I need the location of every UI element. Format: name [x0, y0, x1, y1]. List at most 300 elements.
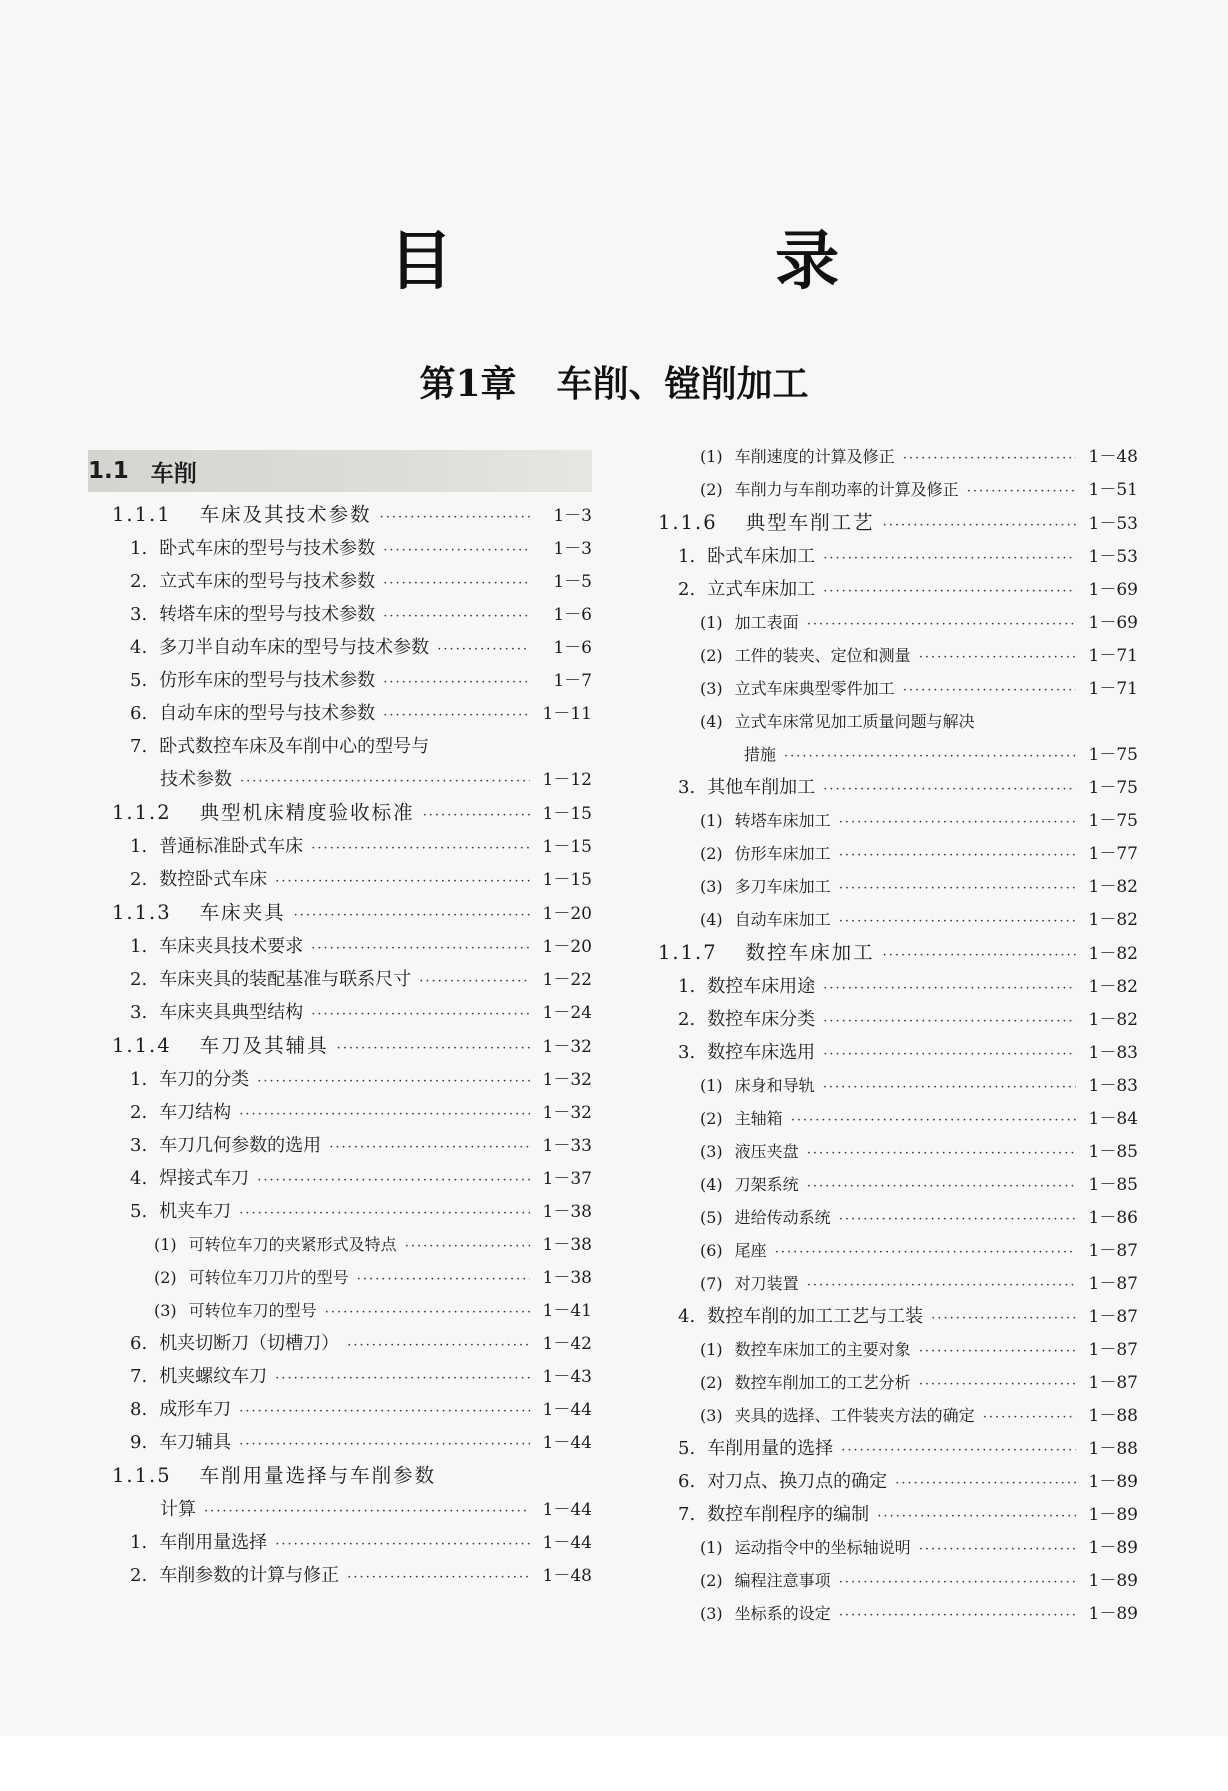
dot-leader [239, 1395, 530, 1428]
toc-entry-page: 1－69 [1088, 580, 1138, 600]
toc-entry-number: 2. [130, 1102, 148, 1123]
toc-entry [656, 771, 1138, 804]
toc-entry-number: (2) [700, 1373, 723, 1392]
toc-entry-title: 运动指令中的坐标轴说明 [734, 1538, 911, 1557]
toc-entry [88, 1294, 592, 1327]
toc-entry-number: 2. [130, 1565, 148, 1586]
toc-entry-title: 加工表面 [734, 613, 799, 632]
toc-entry-page: 1－6 [553, 638, 592, 658]
toc-entry-page: 1－87 [1088, 1307, 1138, 1327]
toc-entry-title: 进给传动系统 [734, 1208, 831, 1227]
toc-entry-title: 自动车床的型号与技术参数 [159, 703, 376, 724]
toc-entry [656, 606, 1138, 639]
toc-entry-title: 车床夹具的装配基准与联系尺寸 [159, 969, 412, 990]
toc-entry-page: 1－89 [1088, 1538, 1138, 1558]
toc-entry-page: 1－89 [1088, 1571, 1138, 1591]
toc-entry-title: 车床夹具典型结构 [159, 1002, 304, 1023]
toc-entry-page: 1－20 [542, 937, 592, 957]
toc-entry-number: 6. [678, 1471, 696, 1492]
toc-entry-page: 1－41 [542, 1301, 592, 1321]
dot-leader [931, 1302, 1076, 1335]
dot-leader [841, 1434, 1076, 1467]
toc-entry-title: 可转位车刀刀片的型号 [188, 1268, 349, 1287]
toc-entry [88, 1559, 592, 1592]
toc-entry [656, 738, 1138, 771]
toc-entry-number: (2) [154, 1268, 177, 1287]
toc-entry-number: (5) [700, 1208, 723, 1227]
toc-entry-number: 1. [130, 538, 148, 559]
toc-entry-page: 1－44 [542, 1500, 592, 1520]
toc-entry-number: 7. [130, 736, 148, 757]
toc-entry-title: 数控车削加工的工艺分析 [734, 1373, 911, 1392]
toc-entry-page: 1－84 [1088, 1109, 1138, 1129]
toc-entry-title: 机夹切断刀（切槽刀） [159, 1333, 340, 1354]
toc-entry [656, 870, 1138, 903]
dot-leader [919, 1335, 1076, 1368]
dot-leader [823, 972, 1076, 1005]
dot-leader [919, 641, 1076, 674]
toc-entry-number: 3. [678, 1042, 696, 1063]
toc-entry-title: 床身和导轨 [734, 1076, 815, 1095]
toc-entry-number: 2. [678, 579, 696, 600]
dot-leader [919, 1368, 1076, 1401]
toc-entry-number: 2. [130, 571, 148, 592]
toc-entry-title: 立式车床的型号与技术参数 [159, 571, 376, 592]
toc-entry-page: 1－42 [542, 1334, 592, 1354]
toc-entry-number: 3. [130, 1002, 148, 1023]
toc-entry-page: 1－44 [542, 1433, 592, 1453]
dot-leader [839, 872, 1076, 905]
toc-entry [656, 1300, 1138, 1333]
dot-leader [325, 1296, 530, 1329]
toc-entry [88, 498, 592, 532]
toc-entry [88, 1096, 592, 1129]
toc-entry [656, 903, 1138, 936]
toc-entry-page: 1－71 [1088, 646, 1138, 666]
toc-entry-title: 卧式车床的型号与技术参数 [159, 538, 376, 559]
toc-entry-title: 车刀辅具 [159, 1432, 232, 1453]
toc-entry-title: 工件的装夹、定位和测量 [734, 646, 911, 665]
toc-entry-page: 1－3 [553, 506, 592, 526]
toc-entry-title: 立式车床加工 [707, 579, 816, 600]
toc-entry [88, 730, 592, 763]
toc-entry-title: 车削用量的选择 [707, 1438, 834, 1459]
dot-leader [347, 1561, 530, 1594]
toc-entry-number: 1.1.6 [658, 511, 718, 534]
toc-entry [656, 440, 1138, 473]
toc-entry-title: 车床及其技术参数 [199, 503, 372, 526]
toc-entry-number: (2) [700, 1571, 723, 1590]
toc-entry [656, 1267, 1138, 1300]
toc-entry [656, 1333, 1138, 1366]
toc-entry [88, 1063, 592, 1096]
toc-right-column [656, 440, 1138, 1630]
toc-entry-page: 1－38 [542, 1202, 592, 1222]
toc-entry-title: 液压夹盘 [734, 1142, 799, 1161]
toc-entry [656, 804, 1138, 837]
toc-entry-number: 1.1.2 [112, 801, 172, 824]
toc-entry-title: 数控车削程序的编制 [707, 1504, 870, 1525]
toc-entry-title: 主轴箱 [734, 1109, 783, 1128]
toc-entry [656, 573, 1138, 606]
dot-leader [823, 1071, 1076, 1104]
toc-entry-page: 1－82 [1088, 910, 1138, 930]
toc-entry [88, 598, 592, 631]
toc-entry-page: 1－32 [542, 1070, 592, 1090]
toc-entry-page: 1－24 [542, 1003, 592, 1023]
toc-entry [88, 1327, 592, 1360]
toc-entry-title: 车削参数的计算与修正 [159, 1565, 340, 1586]
toc-entry-number: (2) [700, 1109, 723, 1128]
toc-entry-number: (4) [700, 712, 723, 731]
toc-entry-number: 3. [130, 604, 148, 625]
dot-leader [419, 965, 530, 998]
toc-entry [88, 697, 592, 730]
toc-entry-title: 数控车床加工的主要对象 [734, 1340, 911, 1359]
toc-entry-page: 1－87 [1088, 1241, 1138, 1261]
dot-leader [380, 501, 530, 535]
page-bottom-margin [0, 1736, 1228, 1791]
toc-entry-number: 1. [678, 546, 696, 567]
dot-leader [257, 1164, 530, 1197]
toc-entry-page: 1－69 [1088, 613, 1138, 633]
toc-entry-number: 5. [130, 1201, 148, 1222]
dot-leader [240, 765, 530, 798]
toc-entry-number: 1.1.1 [112, 503, 172, 526]
dot-leader [839, 1203, 1076, 1236]
toc-entry [88, 1526, 592, 1559]
toc-entry [88, 963, 592, 996]
toc-entry-page: 1－7 [553, 671, 592, 691]
toc-entry-page: 1－44 [542, 1400, 592, 1420]
toc-entry-number: 7. [130, 1366, 148, 1387]
toc-entry-number: 1. [130, 1532, 148, 1553]
toc-entry [656, 1564, 1138, 1597]
dot-leader [877, 1500, 1076, 1533]
toc-entry [88, 1195, 592, 1228]
toc-entry-number: (3) [154, 1301, 177, 1320]
toc-entry [88, 565, 592, 598]
dot-leader [839, 839, 1076, 872]
toc-left-column [88, 450, 592, 1592]
dot-leader [357, 1263, 530, 1296]
toc-entry [88, 1426, 592, 1459]
toc-entry [656, 837, 1138, 870]
toc-entry-page: 1－53 [1088, 547, 1138, 567]
toc-entry [656, 705, 1138, 738]
dot-leader [775, 1236, 1076, 1269]
dot-leader [383, 666, 530, 699]
toc-entry-title: 普通标准卧式车床 [159, 836, 304, 857]
toc-entry-page: 1－88 [1088, 1406, 1138, 1426]
toc-entry [88, 664, 592, 697]
dot-leader [883, 939, 1076, 973]
toc-entry [656, 540, 1138, 573]
toc-entry-page: 1－71 [1088, 679, 1138, 699]
toc-entry-title: 技术参数 [160, 769, 232, 790]
toc-entry-page: 1－87 [1088, 1274, 1138, 1294]
toc-entry-title: 多刀半自动车床的型号与技术参数 [159, 637, 430, 658]
dot-leader [823, 1038, 1076, 1071]
toc-entry-page: 1－77 [1088, 844, 1138, 864]
toc-entry-number: (1) [700, 447, 723, 466]
toc-entry-number: 6. [130, 1333, 148, 1354]
toc-entry-title: 措施 [744, 745, 777, 764]
toc-entry-title: 车削力与车削功率的计算及修正 [734, 480, 959, 499]
toc-entry-number: 1. [678, 976, 696, 997]
toc-entry-title: 典型机床精度验收标准 [199, 801, 415, 824]
toc-entry-page: 1－5 [553, 572, 592, 592]
toc-entry-page: 1－88 [1088, 1439, 1138, 1459]
toc-entry-number: (3) [700, 877, 723, 896]
toc-entry [88, 1393, 592, 1426]
dot-leader [311, 932, 530, 965]
dot-leader [839, 806, 1076, 839]
chapter-name: 车削、镗削加工 [556, 363, 809, 405]
toc-entry-title: 自动车床加工 [734, 910, 831, 929]
toc-entry-page: 1－86 [1088, 1208, 1138, 1228]
toc-entry-number: (4) [700, 1175, 723, 1194]
toc-entry-page: 1－12 [542, 770, 592, 790]
toc-entry-title: 数控车床分类 [707, 1009, 816, 1030]
toc-entry [656, 672, 1138, 705]
toc-entry [88, 830, 592, 863]
toc-entry-page: 1－22 [542, 970, 592, 990]
toc-entry-page: 1－89 [1088, 1604, 1138, 1624]
toc-entry [88, 896, 592, 930]
toc-entry-title: 卧式车床加工 [707, 546, 816, 567]
toc-entry-title: 车床夹具 [199, 901, 286, 924]
toc-entry-number: 9. [130, 1432, 148, 1453]
toc-entry [656, 1135, 1138, 1168]
toc-entry-number: (3) [700, 1142, 723, 1161]
toc-entry [656, 506, 1138, 540]
toc-entry-page: 1－11 [542, 704, 592, 724]
toc-entry-page: 1－33 [542, 1136, 592, 1156]
dot-leader [239, 1197, 530, 1230]
dot-leader [807, 1170, 1076, 1203]
toc-entry-number: (6) [700, 1241, 723, 1260]
toc-entry-number: (3) [700, 1406, 723, 1425]
toc-entry-page: 1－43 [542, 1367, 592, 1387]
toc-entry-title: 车刀结构 [159, 1102, 232, 1123]
toc-entry-number: 2. [678, 1009, 696, 1030]
toc-entry-page: 1－87 [1088, 1340, 1138, 1360]
toc-entry-number: 1. [130, 836, 148, 857]
toc-entry-number: 5. [678, 1438, 696, 1459]
dot-leader [257, 1065, 530, 1098]
toc-entry-title: 车刀几何参数的选用 [159, 1135, 322, 1156]
dot-leader [405, 1230, 530, 1263]
dot-leader [204, 1495, 530, 1528]
toc-entry-number: (2) [700, 646, 723, 665]
toc-entry-number: 3. [678, 777, 696, 798]
toc-entry-page: 1－82 [1088, 944, 1138, 964]
dot-leader [903, 674, 1076, 707]
section-number: 1.1 [88, 458, 129, 484]
toc-entry [656, 1036, 1138, 1069]
toc-entry-page: 1－38 [542, 1235, 592, 1255]
toc-entry [656, 1531, 1138, 1564]
toc-entry-number: 7. [678, 1504, 696, 1525]
dot-leader [839, 1599, 1076, 1632]
dot-leader [839, 1566, 1076, 1599]
toc-entry [656, 1069, 1138, 1102]
toc-entry [88, 930, 592, 963]
dot-leader [807, 1137, 1076, 1170]
dot-leader [347, 1329, 530, 1362]
toc-entry-title: 计算 [160, 1499, 196, 1520]
toc-entry-title: 卧式数控车床及车削中心的型号与 [159, 736, 430, 757]
toc-entry [656, 1399, 1138, 1432]
toc-entry-title: 刀架系统 [734, 1175, 799, 1194]
toc-entry-page: 1－82 [1088, 1010, 1138, 1030]
dot-leader [883, 509, 1076, 543]
toc-entry-number: 1.1.5 [112, 1464, 172, 1487]
toc-entry-page: 1－32 [542, 1103, 592, 1123]
toc-entry-title: 车削用量选择与车削参数 [199, 1464, 437, 1487]
toc-entry [656, 936, 1138, 970]
toc-entry [88, 1228, 592, 1261]
toc-entry [88, 1261, 592, 1294]
dot-leader [383, 699, 530, 732]
toc-entry-number: 5. [130, 670, 148, 691]
toc-entry [88, 1459, 592, 1493]
toc-entry [656, 1498, 1138, 1531]
dot-leader [839, 905, 1076, 938]
toc-entry-title: 车床夹具技术要求 [159, 936, 304, 957]
toc-entry-page: 1－3 [553, 539, 592, 559]
dot-leader [807, 608, 1076, 641]
toc-entry-title: 数控卧式车床 [159, 869, 268, 890]
toc-entry [656, 1465, 1138, 1498]
toc-entry-page: 1－48 [1088, 447, 1138, 467]
toc-entry-title: 立式车床典型零件加工 [734, 679, 895, 698]
toc-entry-number: (1) [700, 1076, 723, 1095]
dot-leader [383, 600, 530, 633]
dot-leader [823, 575, 1076, 608]
toc-entry-number: (1) [700, 811, 723, 830]
toc-entry-title: 机夹螺纹车刀 [159, 1366, 268, 1387]
toc-entry-number: 1.1.4 [112, 1034, 172, 1057]
toc-entry-number: (2) [700, 844, 723, 863]
toc-entry-page: 1－82 [1088, 977, 1138, 997]
toc-entry-number: 1. [130, 936, 148, 957]
toc-entry [88, 532, 592, 565]
dot-leader [275, 1362, 530, 1395]
toc-entry-title: 立式车床常见加工质量问题与解决 [734, 712, 975, 731]
toc-entry-title: 对刀装置 [734, 1274, 799, 1293]
dot-leader [895, 1467, 1076, 1500]
toc-entry-title: 车刀的分类 [159, 1069, 250, 1090]
toc-entry-number: (3) [700, 679, 723, 698]
toc-entry-title: 其他车削加工 [707, 777, 816, 798]
dot-leader [294, 899, 530, 933]
toc-entry-page: 1－53 [1088, 514, 1138, 534]
toc-entry-title: 可转位车刀的夹紧形式及特点 [188, 1235, 397, 1254]
toc-entry [88, 1029, 592, 1063]
toc-entry-page: 1－75 [1088, 778, 1138, 798]
toc-entry-number: (1) [700, 1538, 723, 1557]
toc-entry-title: 典型车削工艺 [745, 511, 875, 534]
toc-entry-title: 编程注意事项 [734, 1571, 831, 1590]
dot-leader [337, 1032, 530, 1066]
toc-entry-title: 仿形车床的型号与技术参数 [159, 670, 376, 691]
toc-entry-title: 车削速度的计算及修正 [734, 447, 895, 466]
toc-entry-page: 1－51 [1088, 480, 1138, 500]
chapter-number: 第1章 [419, 363, 517, 405]
toc-entry-title: 车削用量选择 [159, 1532, 268, 1553]
toc-entry-number: 4. [678, 1306, 696, 1327]
toc-entry-title: 数控车床选用 [707, 1042, 816, 1063]
section-heading [88, 450, 592, 492]
toc-entry [656, 1597, 1138, 1630]
toc-entry-page: 1－83 [1088, 1076, 1138, 1096]
dot-leader [807, 1269, 1076, 1302]
dot-leader [919, 1533, 1076, 1566]
toc-entry-number: 1. [130, 1069, 148, 1090]
toc-entry-title: 转塔车床的型号与技术参数 [159, 604, 376, 625]
toc-entry [656, 1432, 1138, 1465]
dot-leader [275, 865, 530, 898]
toc-entry-page: 1－75 [1088, 745, 1138, 765]
toc-entry-number: (3) [700, 1604, 723, 1623]
toc-entry-page: 1－85 [1088, 1175, 1138, 1195]
dot-leader [311, 998, 530, 1031]
toc-entry-title: 数控车床用途 [707, 976, 816, 997]
toc-entry-page: 1－15 [542, 837, 592, 857]
toc-entry-number: (7) [700, 1274, 723, 1293]
toc-entry-title: 仿形车床加工 [734, 844, 831, 863]
toc-entry-number: 8. [130, 1399, 148, 1420]
dot-leader [791, 1104, 1076, 1137]
toc-entry [88, 1129, 592, 1162]
toc-entry-number: 3. [130, 1135, 148, 1156]
dot-leader [275, 1528, 530, 1561]
toc-entry [88, 1162, 592, 1195]
toc-entry [88, 1360, 592, 1393]
dot-leader [239, 1098, 530, 1131]
toc-entry-title: 数控车削的加工工艺与工装 [707, 1306, 924, 1327]
dot-leader [437, 633, 530, 666]
toc-entry [656, 473, 1138, 506]
dot-leader [383, 567, 530, 600]
toc-entry-number: 4. [130, 637, 148, 658]
toc-entry-page: 1－89 [1088, 1505, 1138, 1525]
toc-entry-page: 1－38 [542, 1268, 592, 1288]
dot-leader [983, 1401, 1076, 1434]
toc-entry-title: 可转位车刀的型号 [188, 1301, 317, 1320]
toc-entry [656, 1003, 1138, 1036]
dot-leader [903, 442, 1076, 475]
chapter-heading [0, 356, 1228, 407]
toc-entry-title: 机夹车刀 [159, 1201, 232, 1222]
toc-entry-number: 6. [130, 703, 148, 724]
dot-leader [823, 542, 1076, 575]
toc-entry [88, 631, 592, 664]
toc-entry-title: 焊接式车刀 [159, 1168, 250, 1189]
toc-entry-title: 夹具的选择、工件装夹方法的确定 [734, 1406, 975, 1425]
toc-entry-page: 1－15 [542, 870, 592, 890]
toc-entry [656, 970, 1138, 1003]
toc-entry [88, 763, 592, 796]
dot-leader [329, 1131, 530, 1164]
toc-entry [656, 1234, 1138, 1267]
dot-leader [823, 1005, 1076, 1038]
toc-entry [88, 996, 592, 1029]
toc-entry-page: 1－48 [542, 1566, 592, 1586]
toc-entry-title: 车刀及其辅具 [199, 1034, 329, 1057]
